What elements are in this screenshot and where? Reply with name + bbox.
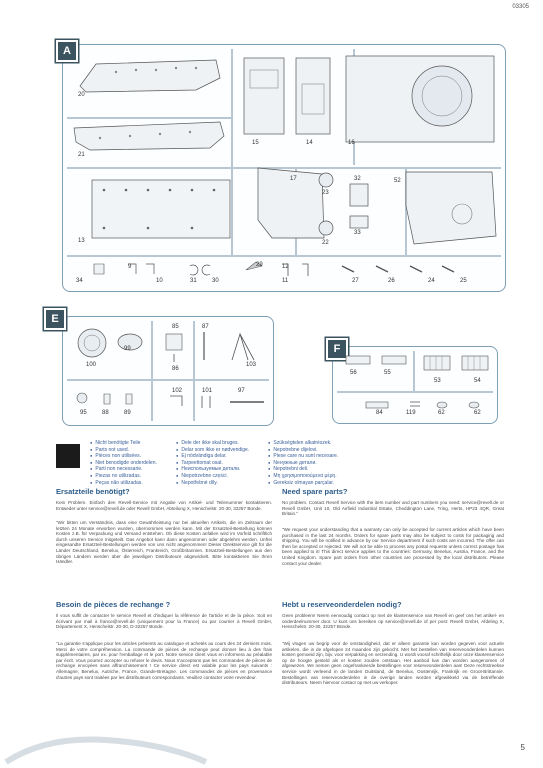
part-number: 119 [406,410,416,416]
part-number: 87 [202,324,209,330]
legend-line: ● Niet benodigde onderdelen. [90,460,157,467]
parts-95-88-89 [70,388,150,412]
part-number: 100 [86,362,97,368]
legend-line: ● Nepotrebne dijelovi. [268,447,338,454]
part-number: 102 [172,388,183,394]
part-number: 101 [202,388,213,394]
part-15 [240,54,290,142]
parts-99-85-86 [116,326,192,364]
legend-line: ● Nepotrebni deli. [268,466,338,473]
legend-line: ● Peças não utilizadas. [90,480,157,487]
legend-line: ● Piezas no utilizadas. [90,473,157,480]
legend-line: ● Nicht benötigte Teile [90,440,157,447]
part-number: 53 [434,378,441,384]
nl-title: Hebt u reserveonderdelen nodig? [282,600,402,609]
part-number: 30 [212,278,219,284]
legend-column-3 [268,440,338,486]
part-number: 33 [354,230,361,236]
unused-parts-swatch [56,444,80,468]
de-paragraph-1: Kein Problem. Einfach den Revell-Service mit Angabe von Artikel- und Teilenummer kontaktieren. Entweder unter service@revell.de oder Revell GmbH, Abteilung X, Henschelstr. 20-30, 32257 Bünde. [56,500,272,511]
part-number: 62 [438,410,445,416]
nl-paragraph-2: "Wij vragen uw begrip voor de omstandigheid, dat er alleen garantie kan worden gegeven voor actuele artikelen, die in de afgelopen 24 maanden zijn gekocht. Met het bestellen van reserveonderdelen kunnen kosten gemoeid zijn, bijv. voor verpakking en verzending. U wordt vooraf schriftelijk door onze klantenservice op de hoogte gesteld als er kosten zouden ontstaan. Het aanbod kan dan worden aangenomen of afgewezen. We nemen geen ongefrankeerde bestellingen voor reserveonderdelen aan! Deze rechtstreekse service wordt verleend in de landen Duitsland, de Benelux, Oostenrijk, Frankrijk en Groot-Brittannië. Bestellingen van reserveonderdelen in de overige landen worden afgewikkeld via de betreffende distributeurs. Neem hiervoor contact op met uw verkoper. [282,641,504,686]
part-number: 97 [238,388,245,394]
fr-title: Besoin de pièces de rechange ? [56,600,171,609]
part-number: 23 [322,190,329,196]
fr-paragraph-1: Il vous suffit de contacter le service Revell et d'indiquer la référence de l'article et de la pièce. Soit en écrivant par mail à france@revell.de (uniquement pour la France) ou par courrier à Revell GmbH, Département X, Henschelstr. 20-30, D-32257 Bünde. [56,613,272,630]
part-number: 86 [172,366,179,372]
part-number: 34 [76,278,83,284]
part-number: 13 [78,238,85,244]
part-number: 20 [78,92,85,98]
legend-line: ● Parti non necessarie. [90,466,157,473]
hull-side-part-21 [70,116,228,156]
legend-line: ● Nенужные детали. [268,460,338,467]
legend-line: ● Tarpeettomat osat. [176,460,249,467]
part-number: 54 [474,378,481,384]
grille-parts-53-54 [418,352,494,376]
part-number: 31 [190,278,197,284]
parts-56-55 [342,352,414,372]
page-number: 5 [520,743,525,752]
part-number: 15 [252,140,259,146]
small-parts-row-a [86,258,496,280]
part-number: 103 [246,362,257,368]
parts-87-103 [196,326,268,366]
legend-line: ● Pièces non utilisées. [90,453,157,460]
part-number: 17 [290,176,297,182]
part-number: 12 [282,264,289,270]
part-number: 10 [156,278,163,284]
part-number: 32 [354,176,361,182]
de-title: Ersatzteile benötigt? [56,487,130,496]
part-number: 16 [348,140,355,146]
en-title: Need spare parts? [282,487,348,496]
parts-23-22 [314,170,340,250]
part-number: 55 [384,370,391,376]
part-number: 88 [102,410,109,416]
deck-part-16 [342,52,500,148]
part-number: 85 [172,324,179,330]
part-number: 24 [428,278,435,284]
sprue-f-letter: F [326,338,348,360]
fr-paragraph-2: "La garantie s'applique pour les articles présents au catalogue et achetés au cours des 24 derniers mois. Merci de votre compréhension. La commande de pièces de rechange peut donner lieu à des frais supplémentaires, par ex. pour l'emballage et le port. Notre service client vous en informera au préalable par écrit. Vous pourrez accepter ou refuser le devis. Nous n'acceptons pas les commandes de pièces de rechange envoyées sans affranchissement ! Ce service direct est valable pour les pays suivants : Allemagne, Benelux, Autriche, France, Grande-Bretagne. Les commandes de pièces en provenance d'autres pays sont traitées par les distributeurs correspondants. Veuillez contacter votre revendeur. [56,641,272,680]
part-number: 22 [322,240,329,246]
legend-line: ● Ej nödvändiga delar. [176,453,249,460]
legend-column-2 [176,440,249,486]
part-14 [292,54,336,142]
legend-line: ● Nepotřebné díly. [176,480,249,487]
part-number: 99 [124,346,131,352]
part-number: 27 [352,278,359,284]
legend-line: ● Delar som ikke er nødvendige. [176,447,249,454]
legend-line: ● Niepotrzebne części. [176,473,249,480]
part-number: 21 [78,152,85,158]
legend-line: ● Неиспользуемые детали. [176,466,249,473]
sprue-e-letter: E [44,308,66,330]
part-number: 26 [388,278,395,284]
legend-line: ● Gereksiz olmayan parçalar. [268,480,338,487]
part-number: 62 [474,410,481,416]
hull-rear-part-52 [402,166,500,250]
hull-side-part-20 [76,56,224,96]
part-number: 11 [282,278,289,284]
part-number: 56 [350,370,357,376]
legend-column-1 [90,440,157,486]
en-paragraph-1: No problem. Contact Revell Service with the item number and part numbers you need: service@revell.de or Revell GmbH, Unit 10, Old Airfield Industrial Estate, Cheddington Lane, Tring, Herts, HP23 4QR, Great Britain." [282,500,504,517]
legend-line: ● Parts not used. [90,447,157,454]
de-paragraph-2: "Wir bitten um Verständnis, dass eine Gewährleistung nur bei aktuellen Artikeln, die im Zeitraum der letzten 24 Monate erworben wurden, übernommen werden kann. Mit der Ersatzteil-Bestellung können Kosten z.B. für Verpackung und Versand entstehen. Ob diese Kosten anfallen wird im Vorfeld schriftlich durch unseren Service mitgeteilt. Das Angebot kann dann angenommen oder abgelehnt werden. Unfrei eingesandte Ersatzteil-Bestellungen werden von uns nicht angenommen! Dieser Direktservice gilt für die Länder Deutschland, Benelux, Österreich, Frankreich, Großbritannien. Ersatzteil-Bestellungen aus den übrigen Ländern werden über die jeweiligen Distributeure abgewickelt. Bitte kontaktieren Sie Ihren Händler. [56,520,272,565]
legend-line: ● Piese care nu sunt necesare. [268,453,338,460]
document-id: 03305 [512,4,529,10]
legend-line: ● Dele der ikke skal bruges. [176,440,249,447]
part-number: 52 [394,178,401,184]
part-number: 84 [376,410,383,416]
watermark-emblem [2,728,212,768]
sprue-a-letter: A [56,40,78,62]
wheel-part-100 [72,326,112,360]
nl-paragraph-1: Geen probleem! Neem eenvoudig contact op met de klantenservice van Revell en geef ons het artikel- en onderdeelnummer door. U kunt ons bereiken op service@revell.de of per post: Revell GmbH, Afdeling X, Henschelstr. 20-30, 32257 Bünde. [282,613,504,630]
legend-line: ● Μη χρησιμοποιούμενα μέρη. [268,473,338,480]
hull-floor-part-13 [86,174,236,244]
part-number: 25 [460,278,467,284]
en-paragraph-2: "We request your understanding that a warranty can only be accepted for current articles which have been purchased in the last 24 months. Orders for spare parts may also be subject to costs for packaging and shipping. You will be notified in advance by our Service department if such costs are incurred. The offer can then be accepted or rejected. We will not be able to process any postal requests unless correct postage has been applied to it! This direct service applies to the countries: Germany, Benelux, Austria, France, and the United Kingdom. Spare part orders from other countries are processed by the local distributors. Please contact your dealer. [282,527,504,566]
part-number: 89 [124,410,131,416]
part-number: 14 [306,140,313,146]
part-number: 29 [256,262,263,268]
part-number: 9 [128,264,132,270]
legend-line: ● Szükségtelen alkatrészek. [268,440,338,447]
part-number: 95 [80,410,87,416]
